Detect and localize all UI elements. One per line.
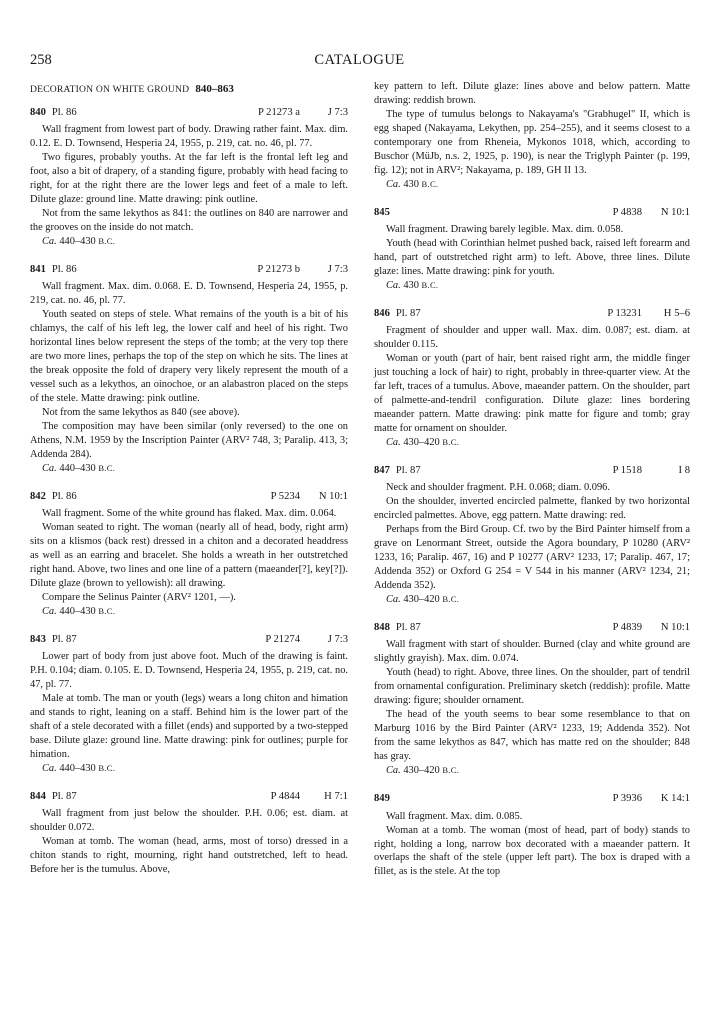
left-entries	[30, 106, 348, 877]
catalogue-entry	[30, 263, 348, 476]
continued-entry	[374, 80, 690, 192]
catalogue-entry	[30, 633, 348, 776]
entry-inventory: P 13231	[607, 308, 642, 320]
entry-header	[374, 621, 690, 635]
entry-number: 843	[30, 634, 46, 646]
entry-inventory: P 1518	[612, 465, 642, 477]
catalogue-entry	[374, 621, 690, 778]
entry-grid: J 7:3	[327, 263, 348, 275]
entry-inventory: P 4844	[270, 791, 300, 803]
running-title: CATALOGUE	[314, 52, 405, 68]
entry-header	[30, 790, 348, 804]
entry-plate: Pl. 87	[395, 465, 421, 477]
entry-date: Ca. 440–430 B.C.	[42, 236, 116, 247]
entry-paragraph: Youth (head) to right. Above, three lines. On the shoulder, part of tendril from ornamental configuration. Preliminary sketch (reddish): profile. Matte drawing: figure; shoulder ornament.	[374, 667, 690, 707]
entry-number: 840	[30, 106, 46, 118]
entry-header	[374, 307, 690, 321]
entry-paragraph: Wall fragment with start of shoulder. Burned (clay and white ground are slightly grayish). Max. dim. 0.074.	[374, 639, 690, 665]
section-heading	[30, 82, 348, 97]
entry-date: Ca. 430–420 B.C.	[386, 765, 460, 777]
entry-paragraph: Compare the Selinus Painter (ARV² 1201, —).	[42, 592, 236, 604]
entry-grid: H 5–6	[663, 308, 690, 320]
entry-number: 842	[30, 491, 46, 502]
catalogue-entry	[374, 307, 690, 450]
left-column	[30, 80, 348, 891]
entry-header	[30, 263, 348, 277]
catalogue-entry	[30, 790, 348, 877]
entry-paragraph: The head of the youth seems to bear some resemblance to that on Marburg 1016 by the Bird Painter (ARV² 1233, 19; Addenda 352). Not from the same lekythos as 847, which has matte red on the shoulder; 848 has gray.	[374, 709, 690, 763]
entry-number: 846	[374, 308, 390, 320]
entry-number: 841	[30, 263, 46, 275]
entry-plate: Pl. 86	[51, 263, 77, 275]
section-label: DECORATION ON WHITE GROUND	[30, 84, 190, 95]
entry-date: Ca. 440–430 B.C.	[42, 606, 116, 618]
entry-paragraph: Wall fragment. Drawing barely legible. Max. dim. 0.058.	[386, 224, 624, 236]
catalogue-entry	[374, 464, 690, 607]
page-number: 258	[30, 52, 52, 68]
catalogue-entry	[374, 792, 690, 879]
entry-header	[374, 206, 690, 220]
entry-number: 845	[374, 206, 390, 218]
entry-grid: J 7:3	[327, 106, 348, 118]
entry-header	[30, 490, 348, 504]
entry-inventory: P 4838	[612, 206, 642, 218]
entry-paragraph: Wall fragment. Max. dim. 0.085.	[386, 810, 523, 822]
entry-paragraph: Woman seated to right. The woman (nearly all of head, body, right arm) sits on a klismos (back rest) dressed in a chiton and a decorated headdress as well as an earring and bracelet. She holds a wreath in her outstretched right hand. Above, two lines and one line of a pattern (maeander[?], key[?]). Dilute glaze (brown to yellowish): all drawing.	[30, 522, 348, 590]
entry-date: Ca. 430–420 B.C.	[386, 437, 460, 449]
entry-paragraph: Not from the same lekythos as 840 (see above).	[42, 407, 240, 419]
continuation-paragraph: The type of tumulus belongs to Nakayama's "Grabhugel" II, which is egg shaped (Nakayama, Lekythen, pp. 254–255), and it seems closest to a contemporary one from Rheneia, Mykonos 1018, which, according to Buschor (MüJb, n.s. 2, 1925, p. 190), is near the Triglyph Painter (p. 199, fig. 12); not in ARV²; Nakayama, p. 189, GH II 13.	[374, 108, 690, 176]
entry-inventory: P 4839	[612, 622, 642, 634]
entry-paragraph: The composition may have been similar (only reversed) to the one on Athens, N.M. 1959 by the Inscription Painter (ARV² 748, 3; Paralip. 413, 3; Addenda 284).	[30, 421, 348, 461]
entry-inventory: P 5234	[270, 491, 300, 502]
entry-paragraph: Lower part of body from just above foot. Much of the drawing is faint. P.H. 0.104; diam. 0.105. E. D. Townsend, Hesperia 24, 1955, p. 219, cat. no. 47, pl. 77.	[30, 651, 348, 691]
entry-paragraph: Youth seated on steps of stele. What remains of the youth is a bit of his chlamys, the calf of his left leg, the lower calf and heel of his right. Two horizontal lines below represent the steps of the tomb; at the very top there are two more lines, perhaps the top of the step on which he sits. The lines at the break opposite the fold of drapery very likely represent the mouth of a vessel such as a lekythos, an oinochoe, or an alabastron placed on the steps of the stele. Matte drawing: pink outline.	[30, 309, 348, 405]
catalogue-entry	[30, 106, 348, 249]
entry-grid: I 8	[678, 465, 690, 477]
entry-paragraph: Neck and shoulder fragment. P.H. 0.068; diam. 0.096.	[386, 482, 610, 494]
entry-number: 847	[374, 465, 390, 477]
entry-paragraph: Male at tomb. The man or youth (legs) wears a long chiton and himation and stands to right, leaning on a staff. Behind him is the lower part of the shaft of a stele decorated with a fillet (ends) and supported by a two-stepped base. Dilute glaze: ground line. Matte drawing: pink for outlines; purple for himation.	[30, 693, 348, 761]
entry-plate: Pl. 86	[51, 106, 77, 118]
section-range: 840–863	[195, 83, 234, 95]
entry-plate: Pl. 87	[395, 308, 421, 320]
entry-header	[30, 633, 348, 647]
entry-date: Ca. 430–420 B.C.	[386, 594, 460, 606]
entry-paragraph: Wall fragment from lowest part of body. Drawing rather faint. Max. dim. 0.12. E. D. Townsend, Hesperia 24, 1955, p. 219, cat. no. 46, pl. 77.	[30, 124, 348, 150]
entry-grid: N 10:1	[660, 206, 690, 218]
entry-grid: N 10:1	[660, 622, 690, 634]
entry-inventory: P 3936	[612, 793, 642, 805]
entry-inventory: P 21274	[265, 634, 300, 646]
entry-header	[374, 464, 690, 478]
entry-paragraph: Perhaps from the Bird Group. Cf. two by the Bird Painter himself from a grave on Lenormant Street, outside the Agora boundary, P 10280 (ARV² 1233, 16; Paralip. 467, 16) and P 10277 (ARV² 1233, 17; Paralip. 467, 17; Addenda 352) or Oxford G 254 = V 544 in his manner (ARV² 1234, 21; Addenda 352).	[374, 524, 690, 592]
entry-paragraph: Wall fragment. Some of the white ground has flaked. Max. dim. 0.064.	[42, 508, 337, 520]
right-column	[374, 80, 690, 893]
entry-inventory: P 21273 b	[257, 263, 300, 275]
entry-paragraph: Youth (head with Corinthian helmet pushed back, raised left forearm and hand, part of outstretched right arm) to left. Above, three lines. Dilute glaze: lines. Matte drawing: pink for youth.	[374, 238, 690, 278]
entry-number: 848	[374, 622, 390, 634]
entry-date: Ca. 440–430 B.C.	[42, 763, 116, 775]
entry-number: 844	[30, 791, 46, 803]
catalogue-entry	[30, 490, 348, 619]
entry-paragraph: Wall fragment. Max. dim. 0.068. E. D. Townsend, Hesperia 24, 1955, p. 219, cat. no. 46, pl. 77.	[30, 281, 348, 307]
entry-grid: N 10:1	[318, 491, 348, 502]
entry-grid: H 7:1	[324, 791, 348, 803]
entry-grid: J 7:3	[327, 634, 348, 646]
entry-plate: Pl. 87	[51, 791, 77, 803]
entry-paragraph: Wall fragment from just below the shoulder. P.H. 0.06; est. diam. at shoulder 0.072.	[30, 808, 348, 834]
entry-paragraph: Not from the same lekythos as 841: the outlines on 840 are narrower and the grooves on the inside do not match.	[30, 208, 348, 234]
entry-paragraph: Two figures, probably youths. At the far left is the frontal left leg and foot, also a bit of drapery, of a standing figure, probably with head facing to right, for at the right there are the lower legs and feet of a male to left. Dilute glaze: ground line. Matte drawing: pink outline.	[30, 152, 348, 206]
entry-plate: Pl. 87	[395, 622, 421, 634]
entry-number: 849	[374, 793, 390, 805]
entry-paragraph: Woman at tomb. The woman (head, arms, most of torso) dressed in a chiton stands to right, mourning, right hand outstretched, left to head. Before her is the tumulus. Above,	[30, 836, 348, 876]
entry-plate: Pl. 86	[51, 491, 77, 502]
entry-header	[374, 792, 690, 806]
entry-date: Ca. 430 B.C.	[386, 280, 439, 292]
entry-date: Ca. 430 B.C.	[386, 178, 439, 190]
entry-paragraph: Woman at a tomb. The woman (most of head, part of body) stands to right, holding a long, narrow box decorated with a maeander pattern. It overlaps the shaft of the stele (upper left part). The box is draped with a fillet, as is the stele. At the top	[374, 824, 690, 878]
entry-inventory: P 21273 a	[258, 106, 300, 118]
entry-grid: K 14:1	[660, 793, 690, 805]
right-entries	[374, 206, 690, 880]
entry-paragraph: On the shoulder, inverted encircled palmette, flanked by two horizontal encircled palmettes. Above, egg pattern. Matte drawing: red.	[374, 496, 690, 522]
continuation-paragraph: key pattern to left. Dilute glaze: lines above and below pattern. Matte drawing: reddish brown.	[374, 81, 690, 106]
entry-paragraph: Fragment of shoulder and upper wall. Max. dim. 0.087; est. diam. at shoulder 0.115.	[374, 325, 690, 351]
entry-header	[30, 106, 348, 120]
catalogue-entry	[374, 206, 690, 293]
running-header	[30, 52, 689, 72]
entry-date: Ca. 440–430 B.C.	[42, 463, 116, 475]
entry-plate: Pl. 87	[51, 634, 77, 646]
entry-paragraph: Woman or youth (part of hair, bent raised right arm, the middle finger just touching a lock of hair) to right, probably in three-quarter view. At the far left, traces of a tumulus. Above, maeander pattern. On the shoulder, part of palmette-and-tendril configuration. Dilute glaze: lines bordering maeander pattern. Matte drawing: pink matte for figure and tomb; gray matte for ornament on shoulder.	[374, 353, 690, 435]
